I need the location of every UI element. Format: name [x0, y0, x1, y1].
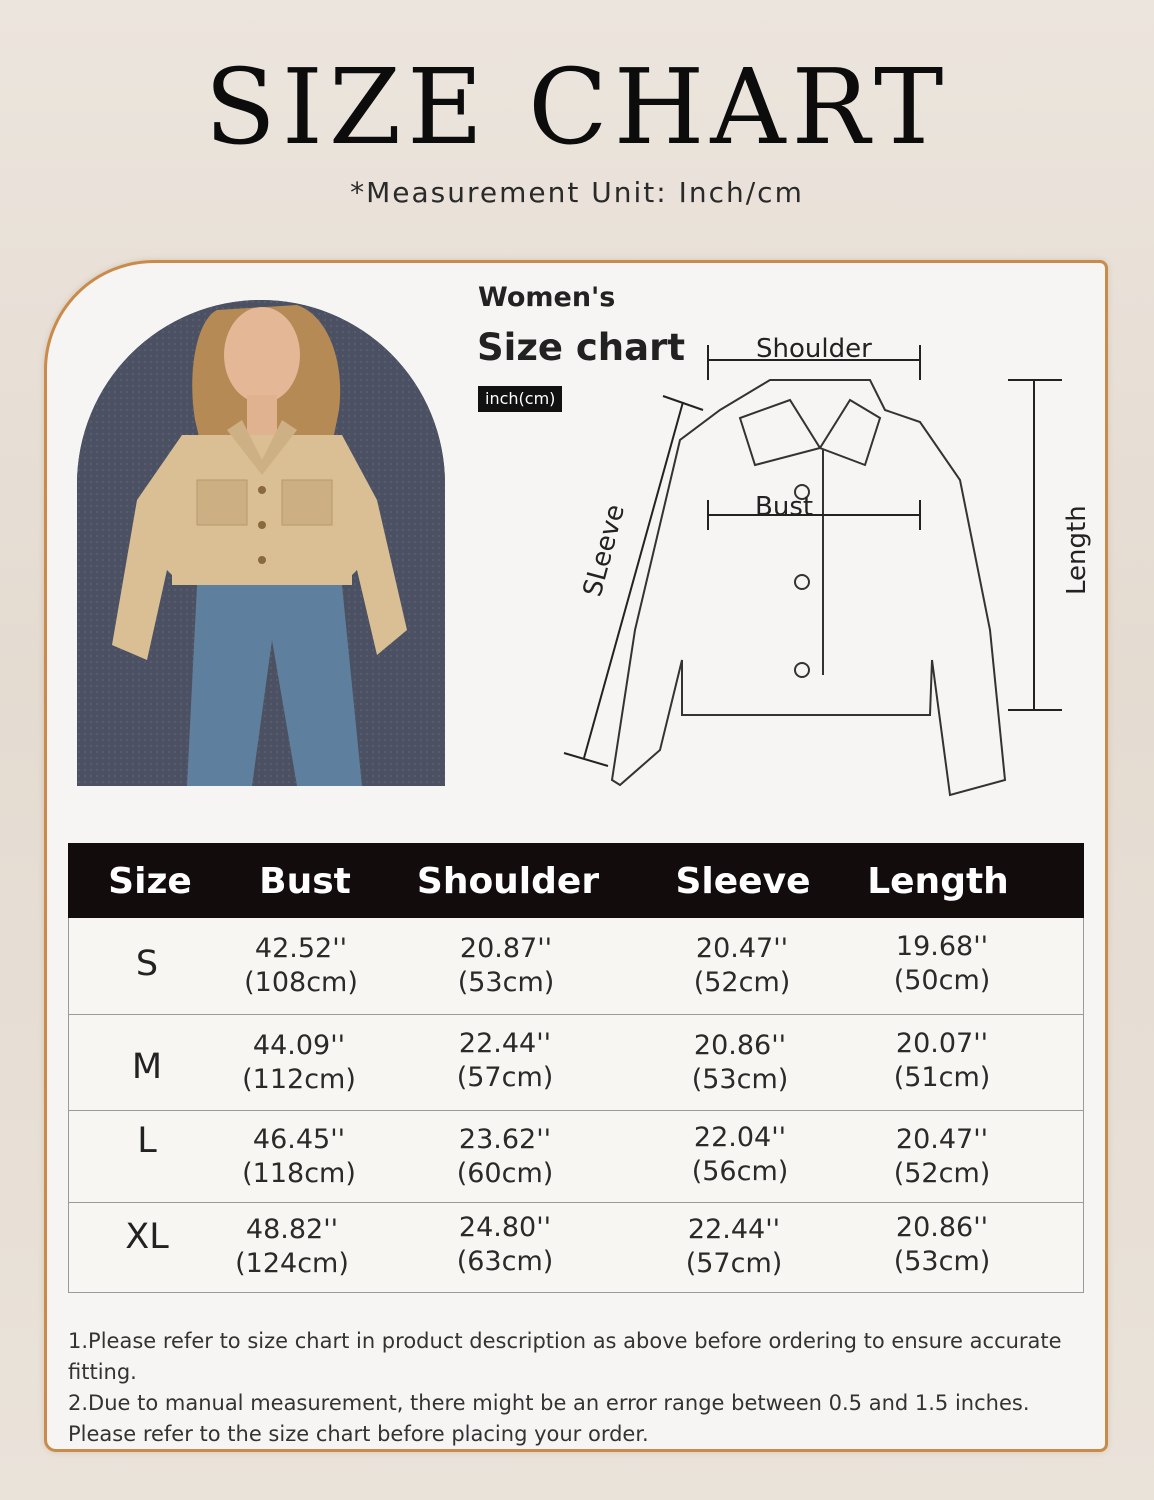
bust-inch: 44.09'': [252, 1030, 346, 1061]
womens-heading: Women's: [478, 282, 616, 313]
table-row: [68, 1203, 1084, 1293]
sleeve-cell: [665, 1121, 815, 1189]
note-1: 1.Please refer to size chart in product description as above before ordering to ensure accurate fitting.: [68, 1329, 1062, 1384]
sleeve-cm: (57cm): [685, 1248, 783, 1279]
bust-cell: [226, 932, 376, 1000]
bust-cell: [224, 1029, 374, 1097]
length-label: Length: [1062, 505, 1092, 595]
length-cell: [867, 1027, 1017, 1095]
shoulder-cell: [430, 1123, 580, 1191]
shoulder-cm: (57cm): [456, 1062, 554, 1093]
size-cell: XL: [125, 1217, 169, 1257]
bust-inch: 48.82'': [245, 1214, 339, 1245]
size-chart-heading: Size chart: [477, 326, 686, 369]
header-length: Length: [867, 861, 1009, 902]
length-cm: (51cm): [893, 1062, 991, 1093]
sleeve-cell: [665, 1029, 815, 1097]
sleeve-cell: [659, 1213, 809, 1281]
ordering-notes: [68, 1326, 1098, 1450]
header-bust: Bust: [259, 861, 351, 902]
sleeve-label: SLeeve: [577, 501, 632, 600]
shoulder-inch: 24.80'': [458, 1212, 552, 1243]
shoulder-cm: (63cm): [456, 1246, 554, 1277]
length-cell: [867, 930, 1017, 998]
length-cm: (50cm): [893, 965, 991, 996]
size-cell: S: [135, 944, 159, 984]
bust-cm: (124cm): [235, 1248, 349, 1279]
sleeve-cm: (52cm): [693, 967, 791, 998]
length-inch: 19.68'': [895, 931, 989, 962]
shoulder-label: Shoulder: [756, 334, 872, 364]
bust-cell: [224, 1123, 374, 1191]
measurement-unit-note: *Measurement Unit: Inch/cm: [350, 176, 804, 209]
bust-cm: (108cm): [244, 967, 358, 998]
shoulder-cm: (53cm): [457, 967, 555, 998]
header-sleeve: Sleeve: [675, 861, 811, 902]
bust-label: Bust: [755, 492, 814, 522]
bust-measure-line: [708, 500, 920, 530]
sleeve-cm: (56cm): [691, 1156, 789, 1187]
shoulder-cm: (60cm): [456, 1158, 554, 1189]
size-table-header: [68, 843, 1084, 918]
table-row: [68, 1111, 1084, 1203]
length-cell: [867, 1123, 1017, 1191]
length-cm: (52cm): [893, 1158, 991, 1189]
unit-badge: inch(cm): [478, 386, 562, 412]
sleeve-cm: (53cm): [691, 1064, 789, 1095]
bust-inch: 46.45'': [252, 1124, 346, 1155]
bust-inch: 42.52'': [254, 933, 348, 964]
shoulder-inch: 22.44'': [458, 1028, 552, 1059]
shoulder-cell: [430, 1027, 580, 1095]
shoulder-cell: [431, 932, 581, 1000]
sleeve-inch: 22.04'': [693, 1122, 787, 1153]
length-measure-line: [1008, 380, 1062, 710]
bust-cm: (112cm): [242, 1064, 356, 1095]
measurement-diagram: [540, 330, 1100, 810]
shoulder-inch: 23.62'': [458, 1124, 552, 1155]
model-photo: [77, 300, 445, 786]
table-row: [68, 1015, 1084, 1111]
sleeve-inch: 20.47'': [695, 933, 789, 964]
table-row: [68, 918, 1084, 1015]
length-cell: [867, 1211, 1017, 1279]
shoulder-cell: [430, 1211, 580, 1279]
length-cm: (53cm): [893, 1246, 991, 1277]
sleeve-cell: [667, 932, 817, 1000]
header-size: Size: [108, 861, 192, 902]
shoulder-inch: 20.87'': [459, 933, 553, 964]
header-shoulder: Shoulder: [416, 861, 600, 902]
length-inch: 20.47'': [895, 1124, 989, 1155]
model-illustration: [77, 300, 445, 786]
length-inch: 20.07'': [895, 1028, 989, 1059]
sleeve-inch: 22.44'': [687, 1214, 781, 1245]
note-2: 2.Due to manual measurement, there might be an error range between 0.5 and 1.5 inches. Please refer to the size chart before placing your order.: [68, 1391, 1030, 1446]
bust-cm: (118cm): [242, 1158, 356, 1189]
length-inch: 20.86'': [895, 1212, 989, 1243]
size-cell: M: [131, 1047, 163, 1087]
sleeve-inch: 20.86'': [693, 1030, 787, 1061]
bust-cell: [217, 1213, 367, 1281]
size-cell: L: [137, 1121, 157, 1161]
page-title: SIZE CHART: [204, 46, 950, 168]
